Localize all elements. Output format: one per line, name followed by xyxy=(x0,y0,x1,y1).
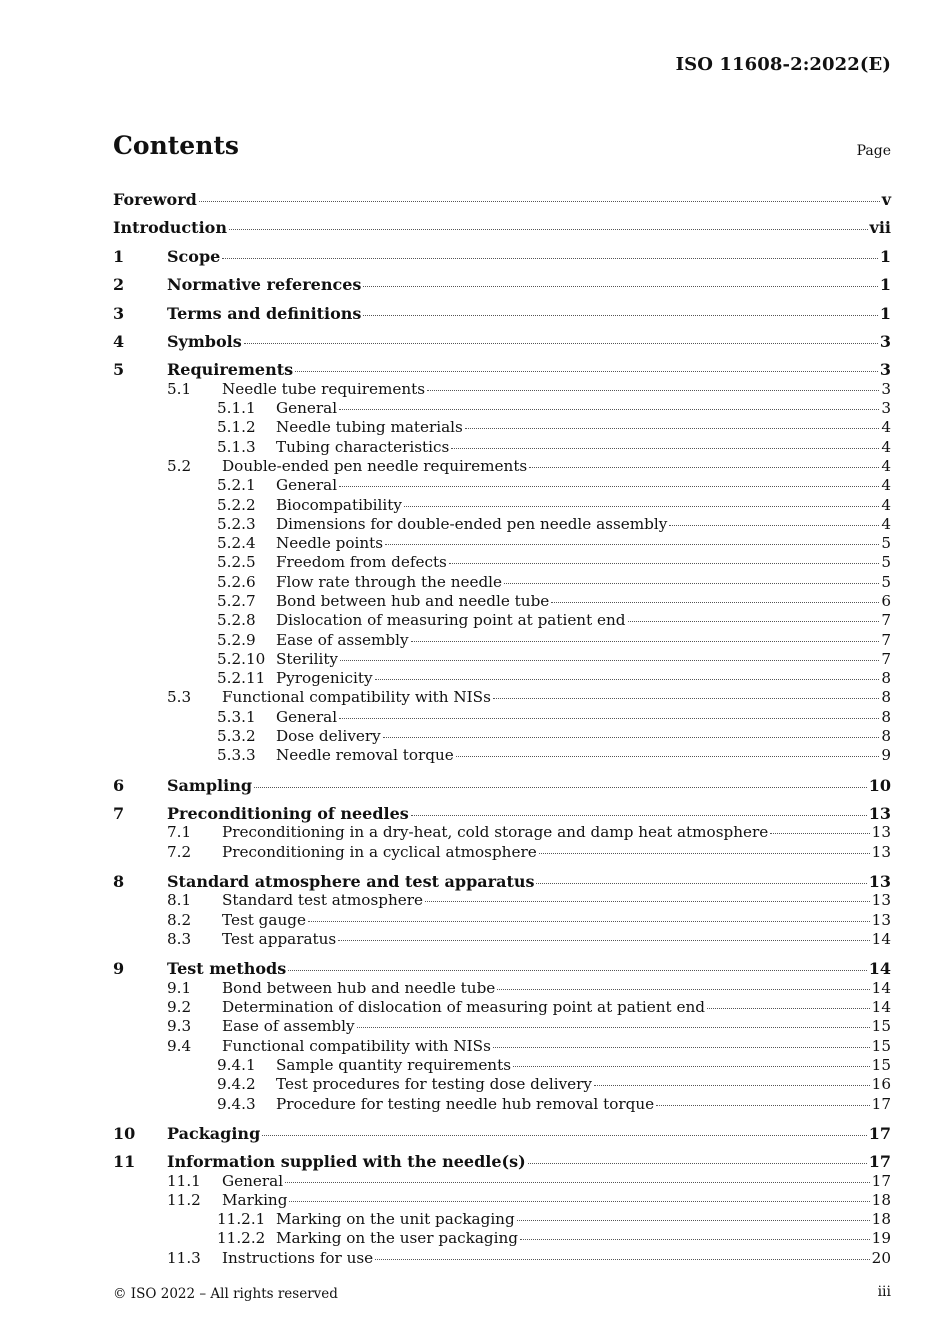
toc-entry-page: 17 xyxy=(871,1171,891,1190)
toc-entry-number: 8.3 xyxy=(167,930,192,949)
toc-entry-number: 5.2.1 xyxy=(217,476,256,495)
toc-entry-number: 5.2.2 xyxy=(217,495,256,514)
toc-entry-label: Test apparatus xyxy=(222,930,337,949)
toc-leader-dots xyxy=(504,583,879,584)
toc-entry[interactable] xyxy=(113,300,891,328)
toc-leader-dots xyxy=(411,641,880,642)
toc-entry-label: Preconditioning in a cyclical atmosphere xyxy=(222,842,537,861)
toc-leader-dots xyxy=(656,1105,870,1106)
toc-leader-dots xyxy=(357,1027,870,1028)
toc-entry[interactable] xyxy=(113,823,891,842)
toc-entry-page: 3 xyxy=(879,360,891,380)
toc-entry-label: Needle tubing materials xyxy=(276,418,463,437)
toc-entry-page: 4 xyxy=(881,514,891,533)
toc-entry-label: Bond between hub and needle tube xyxy=(222,978,496,997)
toc-entry[interactable] xyxy=(113,727,891,746)
toc-entry[interactable] xyxy=(113,214,891,242)
toc-leader-dots xyxy=(493,1047,870,1048)
toc-entry-label: Sterility xyxy=(276,649,339,668)
toc-entry-label: Pyrogenicity xyxy=(276,669,373,688)
toc-leader-dots xyxy=(551,602,879,603)
toc-entry[interactable] xyxy=(113,708,891,727)
toc-entry-label: Marking on the unit packaging xyxy=(276,1210,515,1229)
toc-leader-dots xyxy=(529,467,879,468)
toc-entry-label: Information supplied with the needle(s) xyxy=(167,1152,526,1172)
toc-entry-page: 1 xyxy=(879,303,891,323)
toc-entry[interactable] xyxy=(113,1056,891,1075)
toc-entry-label: Test gauge xyxy=(222,910,306,929)
toc-entry-page: 5 xyxy=(881,572,891,591)
toc-entry-page: 14 xyxy=(871,930,891,949)
document-id: ISO 11608-2:2022(E) xyxy=(675,54,891,75)
toc-entry-label: General xyxy=(276,399,338,418)
toc-entry-number: 2 xyxy=(113,275,125,295)
toc-entry-page: 4 xyxy=(881,456,891,475)
toc-entry-number: 5.1.1 xyxy=(217,399,256,418)
toc-entry-page: 7 xyxy=(881,611,891,630)
toc-entry[interactable] xyxy=(113,1229,891,1248)
toc-entry-number: 7.2 xyxy=(167,842,192,861)
toc-entry-page: 1 xyxy=(879,246,891,266)
toc-leader-dots xyxy=(770,833,869,834)
toc-entry-number: 5.2.4 xyxy=(217,534,256,553)
toc-entry-label: Packaging xyxy=(167,1123,261,1143)
toc-entry[interactable] xyxy=(113,1191,891,1210)
toc-entry-page: 4 xyxy=(881,418,891,437)
toc-entry-page: 13 xyxy=(868,872,891,892)
toc-entry[interactable] xyxy=(113,611,891,630)
toc-entry-label: Test methods xyxy=(167,959,287,979)
toc-entry-page: vii xyxy=(869,218,891,238)
toc-leader-dots xyxy=(339,486,879,487)
toc-leader-dots xyxy=(262,1135,866,1136)
toc-entry-label: Tubing characteristics xyxy=(276,437,450,456)
toc-entry[interactable] xyxy=(113,573,891,592)
toc-leader-dots xyxy=(465,428,880,429)
toc-entry-number: 5.2.3 xyxy=(217,514,256,533)
toc-entry-number: 9.2 xyxy=(167,998,192,1017)
toc-entry[interactable] xyxy=(113,271,891,299)
toc-entry[interactable] xyxy=(113,1249,891,1268)
toc-entry-number: 11.2.2 xyxy=(217,1229,266,1248)
toc-entry-number: 10 xyxy=(113,1123,136,1143)
toc-entry-number: 8.1 xyxy=(167,891,192,910)
toc-entry-number: 5.2.11 xyxy=(217,669,266,688)
toc-entry-label: Dose delivery xyxy=(276,727,381,746)
toc-entry-label: Dislocation of measuring point at patient end xyxy=(276,611,626,630)
toc-entry-number: 9.3 xyxy=(167,1017,192,1036)
toc-leader-dots xyxy=(340,660,879,661)
toc-entry-label: Ease of assembly xyxy=(276,630,409,649)
toc-entry-label: Scope xyxy=(167,246,221,266)
toc-entry[interactable] xyxy=(113,380,891,399)
toc-leader-dots xyxy=(199,201,880,202)
toc-leader-dots xyxy=(451,448,879,449)
toc-entry-label: Procedure for testing needle hub removal torque xyxy=(276,1094,655,1113)
toc-entry-label: Freedom from defects xyxy=(276,553,447,572)
toc-entry-label: Needle removal torque xyxy=(276,746,454,765)
toc-entry[interactable] xyxy=(113,631,891,650)
toc-entry-page: 9 xyxy=(881,746,891,765)
toc-entry[interactable] xyxy=(113,650,891,669)
toc-entry-page: 14 xyxy=(868,959,891,979)
toc-entry[interactable] xyxy=(113,772,891,800)
toc-entry-number: 3 xyxy=(113,303,125,323)
toc-entry-label: Preconditioning in a dry-heat, cold storage and damp heat atmosphere xyxy=(222,823,769,842)
toc-entry-number: 4 xyxy=(113,331,125,351)
toc-entry-number: 5.2.5 xyxy=(217,553,256,572)
toc-leader-dots xyxy=(536,883,866,884)
toc-entry-label: Introduction xyxy=(113,218,227,238)
toc-entry-number: 5.1.2 xyxy=(217,418,256,437)
page-title: Contents xyxy=(113,131,240,160)
toc-entry-label: General xyxy=(276,476,338,495)
toc-leader-dots xyxy=(288,970,867,971)
toc-entry-label: Foreword xyxy=(113,190,197,209)
toc-entry-page: 17 xyxy=(868,1123,891,1143)
toc-entry-number: 11.3 xyxy=(167,1248,201,1267)
toc-entry[interactable] xyxy=(113,592,891,611)
toc-entry[interactable] xyxy=(113,843,891,862)
toc-entry-page: 3 xyxy=(881,379,891,398)
toc-leader-dots xyxy=(528,1163,867,1164)
toc-entry-number: 8.2 xyxy=(167,910,192,929)
toc-leader-dots xyxy=(404,506,879,507)
toc-entry[interactable] xyxy=(113,930,891,949)
toc-entry-number: 5 xyxy=(113,360,125,380)
toc-entry[interactable] xyxy=(113,328,891,356)
toc-leader-dots xyxy=(339,409,879,410)
toc-entry-page: 3 xyxy=(879,331,891,351)
footer-copyright: © ISO 2022 – All rights reserved xyxy=(113,1286,338,1302)
toc-entry-page: 18 xyxy=(871,1210,891,1229)
toc-entry-label: Marking on the user packaging xyxy=(276,1229,518,1248)
toc-entry-label: General xyxy=(276,707,338,726)
toc-entry[interactable] xyxy=(113,979,891,998)
toc-entry-page: 14 xyxy=(871,978,891,997)
toc-entry-number: 11 xyxy=(113,1152,136,1172)
toc-entry-page: 7 xyxy=(881,630,891,649)
toc-entry-label: Sample quantity requirements xyxy=(276,1055,511,1074)
toc-entry-label: Needle tube requirements xyxy=(222,379,426,398)
toc-entry[interactable] xyxy=(113,496,891,515)
toc-entry-number: 5.3 xyxy=(167,688,192,707)
toc-entry-number: 5.2.6 xyxy=(217,572,256,591)
toc-leader-dots xyxy=(669,525,879,526)
toc-leader-dots xyxy=(517,1220,870,1221)
toc-entry-number: 9.4.3 xyxy=(217,1094,256,1113)
toc-entry-label: Determination of dislocation of measuring point at patient end xyxy=(222,998,705,1017)
toc-entry-page: 4 xyxy=(881,495,891,514)
toc-entry[interactable] xyxy=(113,457,891,476)
toc-entry-number: 5.2.7 xyxy=(217,592,256,610)
toc-entry[interactable] xyxy=(113,476,891,495)
toc-entry[interactable] xyxy=(113,438,891,457)
toc-entry-page: 17 xyxy=(871,1094,891,1113)
toc-entry-label: Normative references xyxy=(167,275,362,295)
toc-entry-page: v xyxy=(881,190,891,209)
toc-entry[interactable] xyxy=(113,1037,891,1056)
toc-entry[interactable] xyxy=(113,669,891,688)
toc-entry-page: 15 xyxy=(871,1055,891,1074)
toc-entry-number: 11.2.1 xyxy=(217,1210,266,1229)
toc-leader-dots xyxy=(425,901,870,902)
toc-entry-number: 5.2.8 xyxy=(217,611,256,630)
toc-entry-number: 9.4 xyxy=(167,1036,192,1055)
toc-entry-number: 9.1 xyxy=(167,978,192,997)
toc-entry-number: 5.2.10 xyxy=(217,649,266,668)
toc-entry-page: 15 xyxy=(871,1036,891,1055)
toc-entry[interactable] xyxy=(113,746,891,765)
toc-entry-page: 8 xyxy=(881,669,891,688)
toc-entry-page: 14 xyxy=(871,998,891,1017)
toc-leader-dots xyxy=(363,286,877,287)
toc-entry-label: Instructions for use xyxy=(222,1248,374,1267)
toc-entry-page: 15 xyxy=(871,1017,891,1036)
toc-leader-dots xyxy=(363,315,877,316)
toc-entry-page: 4 xyxy=(881,437,891,456)
toc-entry-number: 1 xyxy=(113,246,125,266)
toc-entry[interactable] xyxy=(113,1120,891,1148)
toc-leader-dots xyxy=(375,1259,870,1260)
toc-entry-page: 5 xyxy=(881,534,891,553)
table-of-contents xyxy=(113,186,891,1268)
toc-entry-label: Dimensions for double-ended pen needle assembly xyxy=(276,514,668,533)
toc-leader-dots xyxy=(338,940,869,941)
toc-entry[interactable] xyxy=(113,418,891,437)
toc-entry-page: 13 xyxy=(868,804,891,824)
toc-entry[interactable] xyxy=(113,1017,891,1036)
toc-entry-page: 5 xyxy=(881,553,891,572)
toc-entry-number: 5.2 xyxy=(167,456,192,475)
toc-leader-dots xyxy=(520,1239,870,1240)
toc-entry[interactable] xyxy=(113,186,891,214)
toc-entry-page: 8 xyxy=(881,688,891,707)
toc-entry-label: Flow rate through the needle xyxy=(276,572,503,591)
toc-entry-page: 16 xyxy=(871,1075,891,1094)
toc-leader-dots xyxy=(385,544,879,545)
toc-leader-dots xyxy=(427,390,879,391)
footer-page-number: iii xyxy=(877,1284,891,1300)
toc-entry-number: 7.1 xyxy=(167,823,192,842)
toc-entry-page: 13 xyxy=(871,842,891,861)
toc-entry-label: Standard atmosphere and test apparatus xyxy=(167,872,535,892)
toc-entry-label: General xyxy=(222,1171,284,1190)
toc-leader-dots xyxy=(375,679,880,680)
toc-entry-label: Terms and definitions xyxy=(167,303,362,323)
toc-entry-number: 5.3.1 xyxy=(217,707,256,726)
toc-entry-page: 13 xyxy=(871,910,891,929)
toc-entry-label: Sampling xyxy=(167,775,253,795)
page-column-label: Page xyxy=(856,143,891,159)
toc-entry-number: 7 xyxy=(113,804,125,824)
toc-entry-label: Requirements xyxy=(167,360,294,380)
toc-entry[interactable] xyxy=(113,243,891,271)
toc-leader-dots xyxy=(285,1182,870,1183)
toc-entry-number: 11.2 xyxy=(167,1190,201,1209)
toc-entry-page: 4 xyxy=(881,476,891,495)
toc-leader-dots xyxy=(493,698,879,699)
toc-entry-label: Functional compatibility with NISs xyxy=(222,688,491,707)
toc-leader-dots xyxy=(594,1085,870,1086)
toc-leader-dots xyxy=(339,718,879,719)
toc-entry-label: Test procedures for testing dose delivery xyxy=(276,1075,592,1094)
toc-entry-number: 9.4.1 xyxy=(217,1055,256,1074)
toc-entry-page: 8 xyxy=(881,727,891,746)
toc-entry[interactable] xyxy=(113,399,891,418)
toc-entry-label: Symbols xyxy=(167,331,242,351)
toc-entry-page: 7 xyxy=(881,649,891,668)
toc-entry-page: 3 xyxy=(881,399,891,418)
toc-entry[interactable] xyxy=(113,1095,891,1114)
toc-entry-page: 20 xyxy=(871,1248,891,1267)
toc-entry-page: 13 xyxy=(871,823,891,842)
toc-entry-page: 13 xyxy=(871,891,891,910)
toc-entry-number: 11.1 xyxy=(167,1171,201,1190)
toc-entry[interactable] xyxy=(113,998,891,1017)
toc-leader-dots xyxy=(244,343,878,344)
toc-entry-page: 8 xyxy=(881,707,891,726)
toc-leader-dots xyxy=(295,371,878,372)
toc-entry-label: Standard test atmosphere xyxy=(222,891,423,910)
toc-leader-dots xyxy=(513,1066,870,1067)
toc-entry-page: 10 xyxy=(868,775,891,795)
toc-leader-dots xyxy=(229,229,868,230)
toc-leader-dots xyxy=(539,853,870,854)
toc-entry-label: Bond between hub and needle tube xyxy=(276,592,550,610)
toc-entry-label: Biocompatibility xyxy=(276,495,402,514)
toc-leader-dots xyxy=(254,787,867,788)
toc-entry-label: Marking xyxy=(222,1190,288,1209)
toc-leader-dots xyxy=(456,756,880,757)
toc-entry-number: 6 xyxy=(113,775,125,795)
toc-entry-number: 8 xyxy=(113,872,125,892)
toc-leader-dots xyxy=(628,621,880,622)
toc-entry[interactable] xyxy=(113,1075,891,1094)
toc-entry-number: 5.1 xyxy=(167,379,192,398)
toc-entry[interactable] xyxy=(113,515,891,534)
toc-entry-number: 5.1.3 xyxy=(217,437,256,456)
toc-entry-page: 17 xyxy=(868,1152,891,1172)
toc-entry-number: 9 xyxy=(113,959,125,979)
toc-entry-number: 5.3.3 xyxy=(217,746,256,765)
toc-entry-number: 5.3.2 xyxy=(217,727,256,746)
toc-leader-dots xyxy=(222,258,878,259)
toc-entry[interactable] xyxy=(113,1210,891,1229)
toc-entry-label: Needle points xyxy=(276,534,384,553)
toc-entry[interactable] xyxy=(113,534,891,553)
toc-leader-dots xyxy=(411,815,867,816)
toc-entry-label: Functional compatibility with NISs xyxy=(222,1036,491,1055)
toc-entry-label: Preconditioning of needles xyxy=(167,804,409,824)
toc-leader-dots xyxy=(497,989,869,990)
toc-leader-dots xyxy=(308,921,870,922)
toc-entry[interactable] xyxy=(113,911,891,930)
toc-leader-dots xyxy=(707,1008,870,1009)
toc-entry-page: 18 xyxy=(871,1190,891,1209)
toc-entry-page: 19 xyxy=(871,1229,891,1248)
toc-entry[interactable] xyxy=(113,688,891,707)
toc-entry-page: 1 xyxy=(879,275,891,295)
toc-entry-label: Double-ended pen needle requirements xyxy=(222,456,528,475)
toc-entry-page: 6 xyxy=(881,592,891,610)
toc-leader-dots xyxy=(383,737,880,738)
toc-entry-number: 5.2.9 xyxy=(217,630,256,649)
toc-leader-dots xyxy=(449,563,879,564)
toc-entry-label: Ease of assembly xyxy=(222,1017,355,1036)
toc-entry-number: 9.4.2 xyxy=(217,1075,256,1094)
toc-entry[interactable] xyxy=(113,553,891,572)
toc-leader-dots xyxy=(289,1201,869,1202)
